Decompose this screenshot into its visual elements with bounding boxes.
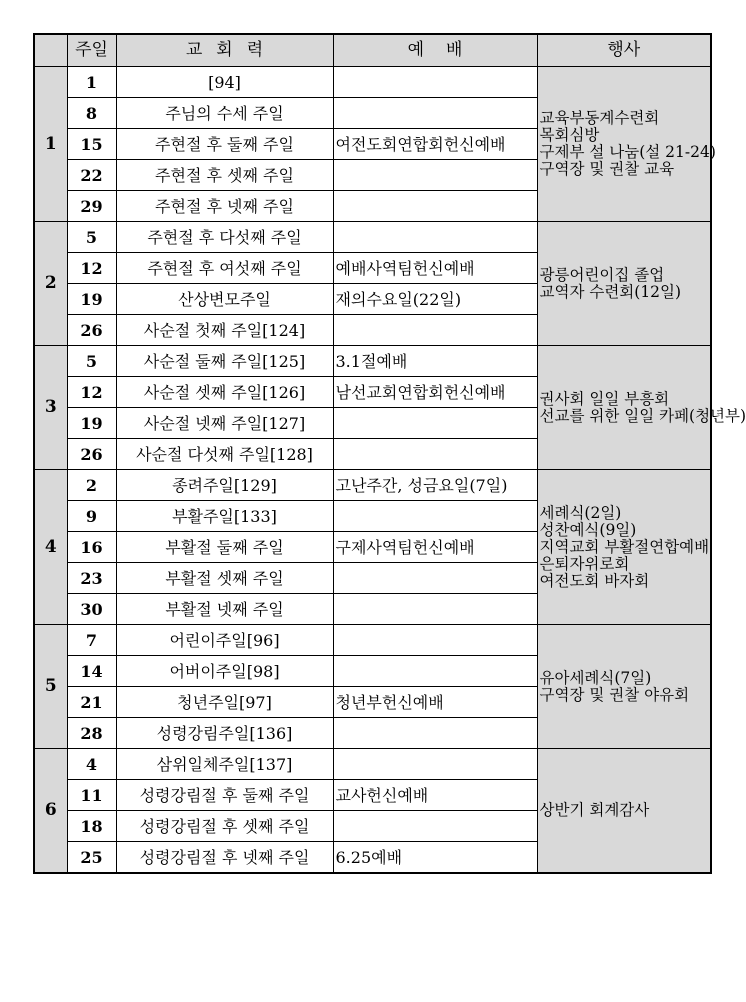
liturgical-day-cell: 성령강림절 후 셋째 주일 <box>116 811 333 842</box>
events-cell <box>537 470 711 625</box>
event-item: 은퇴자위로회 <box>539 554 630 573</box>
events-cell <box>537 625 711 749</box>
event-item: 여전도회 바자회 <box>539 571 650 590</box>
sunday-date-cell: 29 <box>67 191 116 222</box>
church-calendar-table <box>33 33 746 874</box>
worship-cell <box>333 439 537 470</box>
sunday-date-cell: 26 <box>67 315 116 346</box>
sunday-date-cell: 7 <box>67 625 116 656</box>
sunday-date-cell: 5 <box>67 222 116 253</box>
events-cell <box>537 346 746 470</box>
worship-cell: 여전도회연합회헌신예배 <box>333 129 537 160</box>
sunday-date-cell: 12 <box>67 253 116 284</box>
worship-cell: 남선교회연합회헌신예배 <box>333 377 537 408</box>
liturgical-day-cell: 주님의 수세 주일 <box>116 98 333 129</box>
sunday-date-cell: 5 <box>67 346 116 377</box>
sunday-date-cell: 8 <box>67 98 116 129</box>
worship-cell: 청년부헌신예배 <box>333 687 537 718</box>
event-item: 상반기 회계감사 <box>539 801 650 819</box>
sunday-date-cell: 11 <box>67 780 116 811</box>
worship-cell: 3.1절예배 <box>333 346 537 377</box>
header-events: 행사 <box>537 34 711 67</box>
sunday-date-cell: 15 <box>67 129 116 160</box>
worship-cell: 교사헌신예배 <box>333 780 537 811</box>
month-cell: 1 <box>34 67 67 222</box>
table-row <box>34 67 711 98</box>
liturgical-day-cell: 주현절 후 넷째 주일 <box>116 191 333 222</box>
liturgical-day-cell: 주현절 후 여섯째 주일 <box>116 253 333 284</box>
liturgical-day-cell: 부활주일[133] <box>116 501 333 532</box>
liturgical-day-cell: 주현절 후 둘째 주일 <box>116 129 333 160</box>
worship-cell <box>333 501 537 532</box>
liturgical-day-cell: 주현절 후 셋째 주일 <box>116 160 333 191</box>
worship-cell: 예배사역팀헌신예배 <box>333 253 537 284</box>
event-item: 세례식(2일) <box>539 503 622 522</box>
liturgical-day-cell: [94] <box>116 67 333 98</box>
sunday-date-cell: 26 <box>67 439 116 470</box>
sunday-date-cell: 2 <box>67 470 116 501</box>
table-row <box>34 346 711 377</box>
event-item: 구역장 및 권찰 야유회 <box>539 685 690 704</box>
event-item: 목회심방 <box>539 126 600 144</box>
worship-cell <box>333 563 537 594</box>
event-item: 교육부동계수련회 <box>539 109 660 127</box>
liturgical-day-cell: 부활절 셋째 주일 <box>116 563 333 594</box>
sunday-date-cell: 30 <box>67 594 116 625</box>
table-row <box>34 222 711 253</box>
sunday-date-cell: 22 <box>67 160 116 191</box>
month-cell: 6 <box>34 749 67 874</box>
liturgical-day-cell: 성령강림절 후 넷째 주일 <box>116 842 333 874</box>
liturgical-day-cell: 사순절 첫째 주일[124] <box>116 315 333 346</box>
liturgical-day-cell: 종려주일[129] <box>116 470 333 501</box>
worship-cell <box>333 749 537 780</box>
liturgical-day-cell: 사순절 셋째 주일[126] <box>116 377 333 408</box>
liturgical-day-cell: 사순절 둘째 주일[125] <box>116 346 333 377</box>
worship-cell <box>333 160 537 191</box>
liturgical-day-cell: 어버이주일[98] <box>116 656 333 687</box>
worship-cell: 6.25예배 <box>333 842 537 874</box>
event-item: 지역교회 부활절연합예배 <box>539 537 710 556</box>
events-cell <box>537 222 711 346</box>
sunday-date-cell: 12 <box>67 377 116 408</box>
event-item: 권사회 일일 부흥회 <box>539 389 670 408</box>
month-cell: 2 <box>34 222 67 346</box>
liturgical-day-cell: 주현절 후 다섯째 주일 <box>116 222 333 253</box>
event-item: 구제부 설 나눔(설 21-24) <box>539 143 716 161</box>
sunday-date-cell: 1 <box>67 67 116 98</box>
worship-cell <box>333 408 537 439</box>
liturgical-day-cell: 부활절 둘째 주일 <box>116 532 333 563</box>
sunday-date-cell: 25 <box>67 842 116 874</box>
event-item: 유아세례식(7일) <box>539 668 652 687</box>
event-item: 성찬예식(9일) <box>539 520 637 539</box>
sunday-date-cell: 14 <box>67 656 116 687</box>
events-cell <box>537 749 711 874</box>
month-cell: 4 <box>34 470 67 625</box>
event-item: 교역자 수련회(12일) <box>539 282 682 301</box>
worship-cell <box>333 656 537 687</box>
liturgical-day-cell: 성령강림절 후 둘째 주일 <box>116 780 333 811</box>
header-week: 주일 <box>67 34 116 67</box>
liturgical-day-cell: 성령강림주일[136] <box>116 718 333 749</box>
worship-cell <box>333 191 537 222</box>
sunday-date-cell: 4 <box>67 749 116 780</box>
liturgical-day-cell: 산상변모주일 <box>116 284 333 315</box>
sunday-date-cell: 19 <box>67 408 116 439</box>
liturgical-day-cell: 삼위일체주일[137] <box>116 749 333 780</box>
liturgical-day-cell: 사순절 넷째 주일[127] <box>116 408 333 439</box>
events-cell <box>537 67 716 222</box>
worship-cell: 고난주간, 성금요일(7일) <box>333 470 537 501</box>
header-row <box>34 34 711 67</box>
sunday-date-cell: 23 <box>67 563 116 594</box>
worship-cell: 재의수요일(22일) <box>333 284 537 315</box>
month-cell: 5 <box>34 625 67 749</box>
sunday-date-cell: 9 <box>67 501 116 532</box>
liturgical-day-cell: 부활절 넷째 주일 <box>116 594 333 625</box>
event-item: 선교를 위한 일일 카페(청년부) <box>539 406 746 425</box>
table-row <box>34 749 711 780</box>
table-row <box>34 625 711 656</box>
event-item: 광릉어린이집 졸업 <box>539 265 665 284</box>
liturgical-day-cell: 청년주일[97] <box>116 687 333 718</box>
worship-cell <box>333 67 537 98</box>
event-item: 구역장 및 권찰 교육 <box>539 160 675 178</box>
worship-cell <box>333 222 537 253</box>
sunday-date-cell: 19 <box>67 284 116 315</box>
liturgical-day-cell: 사순절 다섯째 주일[128] <box>116 439 333 470</box>
worship-cell <box>333 98 537 129</box>
worship-cell <box>333 811 537 842</box>
header-month <box>34 34 67 67</box>
worship-cell <box>333 315 537 346</box>
worship-cell <box>333 594 537 625</box>
sunday-date-cell: 18 <box>67 811 116 842</box>
header-calendar: 교회력 <box>116 34 333 67</box>
table-row <box>34 470 711 501</box>
worship-cell <box>333 625 537 656</box>
liturgical-day-cell: 어린이주일[96] <box>116 625 333 656</box>
sunday-date-cell: 28 <box>67 718 116 749</box>
sunday-date-cell: 16 <box>67 532 116 563</box>
month-cell: 3 <box>34 346 67 470</box>
sunday-date-cell: 21 <box>67 687 116 718</box>
header-worship: 예배 <box>333 34 537 67</box>
worship-cell <box>333 718 537 749</box>
calendar-body <box>34 67 746 874</box>
worship-cell: 구제사역팀헌신예배 <box>333 532 537 563</box>
